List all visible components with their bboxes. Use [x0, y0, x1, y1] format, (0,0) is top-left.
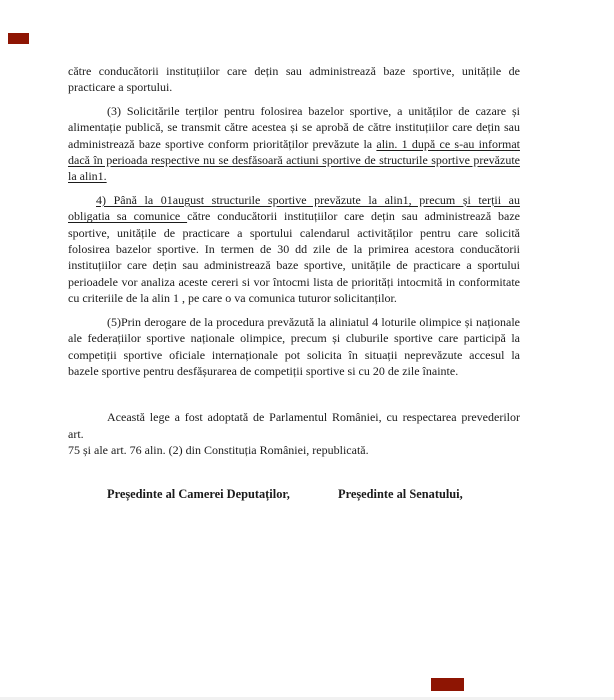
signature-row	[68, 487, 520, 505]
text-line	[68, 241, 520, 257]
text-segment: Această lege a fost adoptată de Parlamentul României, cu respectarea prevederilor art.	[68, 410, 520, 441]
text-line	[68, 363, 520, 379]
text-segment: folosirea bazelor sportive. In termen de 30 dd zile de la primirea acestora conducătorii	[68, 242, 520, 257]
text-segment: bazele sportive pentru desfășurarea de competiții sportive si cu 20 de zile înainte.	[68, 363, 459, 378]
red-stamp-mark-bottom-right	[431, 678, 464, 691]
signature-chamber-deputies: Președinte al Camerei Deputaților,	[107, 486, 290, 501]
text-line	[68, 290, 520, 306]
text-segment: sportive, unitățile de practicare a sportului calendarul activităților pentru care solicită	[68, 225, 520, 240]
text-segment: (3) Solicitările terților pentru folosirea bazelor sportive, a unităților de cazare și	[107, 103, 520, 118]
paragraphs-container	[68, 63, 520, 459]
text-segment: alimentație publică, se transmit către acestea și se aprobă de către instituțiilor care dețin sau	[68, 120, 520, 135]
paragraph	[68, 192, 520, 307]
text-line	[68, 119, 520, 135]
text-line	[68, 409, 520, 442]
signature-senate: Președinte al Senatului,	[338, 486, 463, 501]
text-segment: instituțiilor care dețin sau administrează baze sportive, unitățile de practicare a sportului	[68, 258, 520, 273]
text-segment: către conducătorii instituțiilor care dețin sau administrează baze sportive, unitățile de	[68, 64, 520, 78]
text-line	[68, 208, 520, 224]
text-line	[68, 79, 520, 95]
text-line	[68, 136, 520, 152]
underlined-text-segment: alin. 1 după ce s-au informat	[376, 136, 520, 151]
text-segment: perioadele vor analiza aceste cereri si vor întocmi lista de priorități intocmită in conformitate	[68, 274, 520, 289]
text-segment: către conducătorii instituțiilor care dețin sau administrează baze	[187, 209, 520, 224]
text-line	[68, 168, 520, 184]
underlined-text-segment: obligatia sa comunice	[68, 209, 188, 224]
red-stamp-mark-top-left	[8, 33, 29, 44]
text-line	[68, 347, 520, 363]
text-segment: competiții sportive oficiale internaționale pot solicita în situații neprevăzute accesul la	[68, 347, 520, 362]
text-line	[68, 257, 520, 273]
paragraph	[68, 314, 520, 380]
text-line	[68, 314, 520, 330]
text-line	[68, 225, 520, 241]
text-segment: cu criteriile de la alin 1 , pe care o va comunica tuturor solicitanților.	[68, 291, 397, 306]
text-segment: 75 și ale art. 76 alin. (2) din Constituția României, republicată.	[68, 443, 369, 458]
paragraph	[68, 63, 520, 96]
underlined-text-segment: 4) Până la 01august structurile sportive prevăzute la alin1, precum și terții au	[96, 192, 520, 207]
text-line	[68, 152, 520, 168]
text-line	[68, 442, 520, 458]
document-text-block	[68, 63, 520, 505]
text-line	[68, 103, 520, 119]
underlined-text-segment: la alin1.	[68, 169, 107, 184]
text-segment: (5)Prin derogare de la procedura prevăzută la aliniatul 4 loturile olimpice și naționale	[107, 314, 520, 329]
text-line	[68, 274, 520, 290]
underlined-text-segment: dacă în perioada respective nu se desfăsoară actiuni sportive de structurile sportive prevăzute	[68, 153, 520, 168]
text-line	[68, 192, 520, 208]
text-segment: practicare a sportului.	[68, 80, 173, 95]
paragraph	[68, 409, 520, 458]
text-segment: administrează baze sportive conform priorităților prevăzute la	[68, 136, 377, 151]
paragraph	[68, 103, 520, 185]
text-line	[68, 330, 520, 346]
text-line	[68, 63, 520, 79]
text-segment: ale federațiilor sportive naționale olimpice, precum și cluburile sportive care participă la	[68, 331, 520, 346]
